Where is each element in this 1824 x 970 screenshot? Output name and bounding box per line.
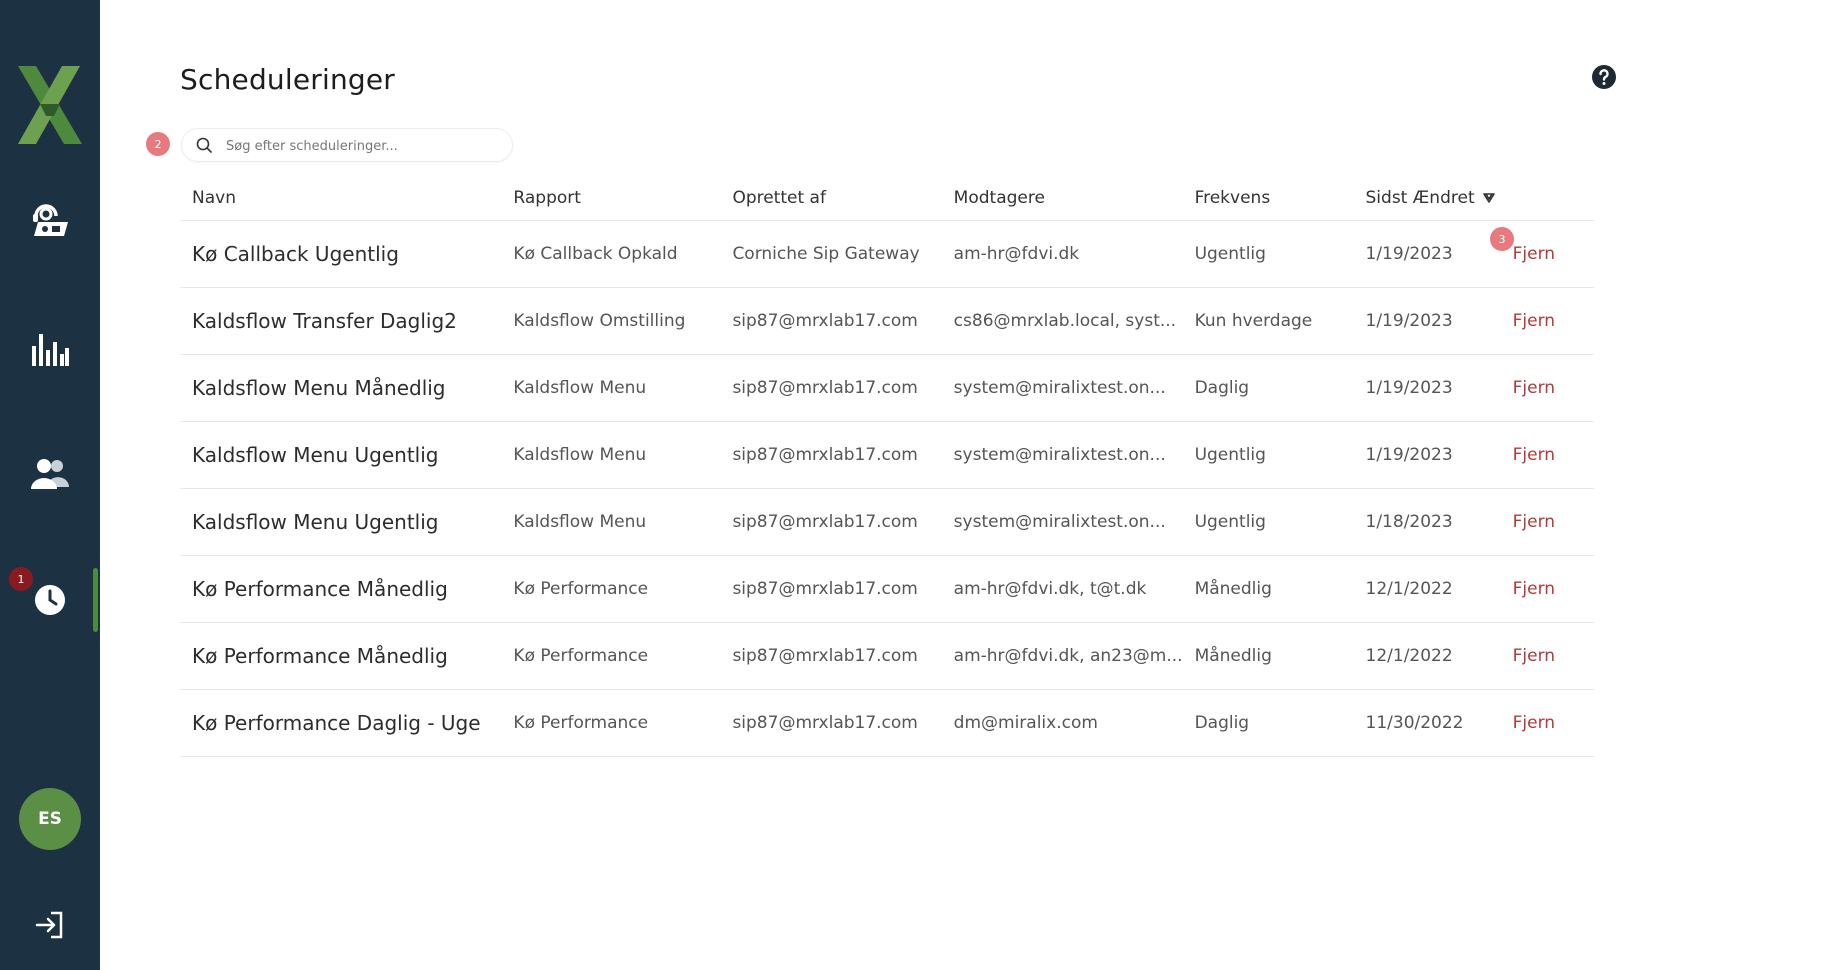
column-header-frequency[interactable]: Frekvens — [1183, 176, 1354, 221]
avatar[interactable]: ES — [19, 788, 81, 850]
row-created-by: sip87@mrxlab17.com — [720, 623, 941, 690]
column-header-created-by[interactable]: Oprettet af — [720, 176, 941, 221]
row-recipients: system@miralixtest.on... — [942, 355, 1183, 422]
row-name: Kaldsflow Menu Ugentlig — [180, 489, 501, 556]
row-recipients: dm@miralix.com — [942, 690, 1183, 757]
row-name: Kø Performance Månedlig — [180, 623, 501, 690]
users-icon — [29, 457, 71, 491]
row-name: Kø Performance Daglig - Uge — [180, 690, 501, 757]
row-name: Kaldsflow Menu Ugentlig — [180, 422, 501, 489]
row-created-by: sip87@mrxlab17.com — [720, 556, 941, 623]
logout-icon — [35, 910, 65, 940]
remove-button[interactable]: Fjern — [1495, 690, 1594, 757]
row-recipients: am-hr@fdvi.dk, t@t.dk — [942, 556, 1183, 623]
row-report: Kaldsflow Menu — [501, 489, 720, 556]
row-created-by: sip87@mrxlab17.com — [720, 690, 941, 757]
remove-button[interactable]: Fjern — [1495, 556, 1594, 623]
row-recipients: am-hr@fdvi.dk — [942, 221, 1183, 288]
row-modified: 1/18/2023 — [1354, 489, 1495, 556]
bar-chart-icon — [30, 332, 70, 368]
row-badge: 3 — [1490, 227, 1514, 251]
sidebar-item-reports[interactable] — [20, 320, 80, 380]
logout-button[interactable] — [20, 895, 80, 955]
row-report: Kaldsflow Menu — [501, 355, 720, 422]
table-row[interactable] — [180, 288, 1594, 355]
row-frequency: Kun hverdage — [1183, 288, 1354, 355]
row-modified: 1/19/2023 — [1354, 355, 1495, 422]
row-name: Kaldsflow Transfer Daglig2 — [180, 288, 501, 355]
row-frequency: Ugentlig — [1183, 221, 1354, 288]
nav-badge: 1 — [9, 567, 33, 591]
row-modified: 1/19/2023 — [1354, 422, 1495, 489]
row-frequency: Ugentlig — [1183, 422, 1354, 489]
row-frequency: Ugentlig — [1183, 489, 1354, 556]
sort-descending-icon — [1483, 192, 1495, 204]
remove-button[interactable]: Fjern — [1495, 288, 1594, 355]
row-frequency: Månedlig — [1183, 556, 1354, 623]
row-modified: 12/1/2022 — [1354, 556, 1495, 623]
column-header-modified[interactable] — [1354, 176, 1495, 221]
remove-button[interactable]: Fjern — [1495, 489, 1594, 556]
row-modified: 1/19/2023 — [1354, 221, 1495, 288]
search-badge: 2 — [146, 132, 170, 156]
row-frequency: Daglig — [1183, 355, 1354, 422]
table-header-row — [180, 176, 1594, 221]
row-report: Kø Performance — [501, 556, 720, 623]
row-report: Kaldsflow Menu — [501, 422, 720, 489]
table-row[interactable] — [180, 221, 1594, 288]
table-row[interactable] — [180, 489, 1594, 556]
row-name: Kø Callback Ugentlig — [180, 221, 501, 288]
row-modified: 11/30/2022 — [1354, 690, 1495, 757]
table-row[interactable] — [180, 556, 1594, 623]
search-icon — [196, 137, 212, 153]
clock-icon — [33, 583, 67, 617]
row-recipients: system@miralixtest.on... — [942, 489, 1183, 556]
headset-dashboard-icon — [28, 198, 72, 238]
sidebar-item-queue-dashboard[interactable] — [20, 188, 80, 248]
row-report: Kø Callback Opkald — [501, 221, 720, 288]
row-created-by: sip87@mrxlab17.com — [720, 422, 941, 489]
sidebar — [0, 0, 100, 970]
row-recipients: am-hr@fdvi.dk, an23@m... — [942, 623, 1183, 690]
row-frequency: Daglig — [1183, 690, 1354, 757]
miralix-x-logo[interactable] — [14, 60, 86, 150]
sidebar-item-users[interactable] — [20, 444, 80, 504]
column-header-name[interactable]: Navn — [180, 176, 501, 221]
row-modified: 12/1/2022 — [1354, 623, 1495, 690]
row-report: Kø Performance — [501, 623, 720, 690]
page-title: Scheduleringer — [180, 63, 396, 96]
column-header-report[interactable]: Rapport — [501, 176, 720, 221]
row-report: Kø Performance — [501, 690, 720, 757]
remove-button[interactable]: Fjern — [1495, 422, 1594, 489]
column-header-modified-label: Sidst Ændret — [1365, 188, 1475, 208]
row-report: Kaldsflow Omstilling — [501, 288, 720, 355]
row-created-by: sip87@mrxlab17.com — [720, 355, 941, 422]
row-modified: 1/19/2023 — [1354, 288, 1495, 355]
column-header-recipients[interactable]: Modtagere — [942, 176, 1183, 221]
remove-button[interactable]: Fjern — [1495, 355, 1594, 422]
row-name: Kø Performance Månedlig — [180, 556, 501, 623]
remove-button[interactable]: Fjern — [1495, 221, 1594, 288]
row-created-by: Corniche Sip Gateway — [720, 221, 941, 288]
table-row[interactable] — [180, 355, 1594, 422]
active-nav-indicator — [93, 568, 98, 632]
search-input[interactable] — [224, 133, 498, 159]
table-row[interactable] — [180, 623, 1594, 690]
search-box — [181, 128, 513, 162]
row-frequency: Månedlig — [1183, 623, 1354, 690]
row-recipients: system@miralixtest.on... — [942, 422, 1183, 489]
column-header-actions — [1495, 176, 1594, 221]
row-created-by: sip87@mrxlab17.com — [720, 489, 941, 556]
table-row[interactable] — [180, 422, 1594, 489]
row-name: Kaldsflow Menu Månedlig — [180, 355, 501, 422]
table-row[interactable] — [180, 690, 1594, 757]
remove-button[interactable]: Fjern — [1495, 623, 1594, 690]
row-created-by: sip87@mrxlab17.com — [720, 288, 941, 355]
row-recipients: cs86@mrxlab.local, syst... — [942, 288, 1183, 355]
question-circle-icon[interactable] — [1591, 64, 1617, 90]
schedules-table — [180, 176, 1594, 757]
